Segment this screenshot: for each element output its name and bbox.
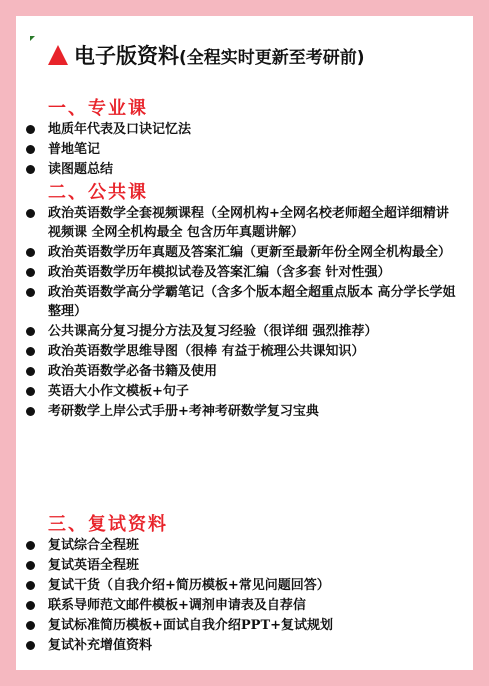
bullet-icon [26, 248, 35, 257]
list-item: 考研数学上岸公式手册+考神考研数学复习宝典 [0, 402, 458, 421]
bullet-icon [26, 561, 35, 570]
bullet-icon [26, 347, 35, 356]
list-item: 政治英语数学全套视频课程（全网机构+全网名校老师超全超详细精讲视频课 全网全机构最全 包含历年真题讲解） [0, 204, 458, 242]
list-item: 政治英语数学历年真题及答案汇编（更新至最新年份全网全机构最全） [0, 243, 458, 262]
page-title [74, 40, 365, 70]
bullet-icon [26, 621, 35, 630]
bullet-icon [26, 125, 35, 134]
list-item: 复试综合全程班 [0, 536, 458, 555]
corner-mark [30, 36, 35, 41]
list-item: 英语大小作文模板+句子 [0, 382, 458, 401]
triangle-icon [48, 45, 68, 65]
title-sub: (全程实时更新至考研前) [179, 48, 365, 68]
title-main: 电子版资料 [74, 44, 179, 68]
bullet-icon [26, 407, 35, 416]
list-item: 复试标准简历模板+面试自我介绍PPT+复试规划 [0, 616, 458, 635]
list-major [0, 120, 458, 180]
bullet-icon [26, 327, 35, 336]
list-item: 政治英语数学必备书籍及使用 [0, 362, 458, 381]
bullet-icon [26, 165, 35, 174]
list-item: 公共课高分复习提分方法及复习经验（很详细 强烈推荐） [0, 322, 458, 341]
bullet-icon [26, 268, 35, 277]
section-heading-major: 一、专业课 [48, 98, 148, 119]
bullet-icon [26, 209, 35, 218]
list-retest [0, 536, 458, 656]
bullet-icon [26, 581, 35, 590]
list-item: 复试补充增值资料 [0, 636, 458, 655]
list-public [0, 204, 458, 422]
bullet-icon [26, 288, 35, 297]
list-item: 普地笔记 [0, 140, 458, 159]
bullet-icon [26, 367, 35, 376]
list-item: 政治英语数学历年模拟试卷及答案汇编（含多套 针对性强） [0, 263, 458, 282]
list-item: 政治英语数学思维导图（很棒 有益于梳理公共课知识） [0, 342, 458, 361]
section-heading-public: 二、公共课 [48, 182, 148, 203]
list-item: 政治英语数学高分学霸笔记（含多个版本超全超重点版本 高分学长学姐整理） [0, 283, 458, 321]
bullet-icon [26, 541, 35, 550]
list-item: 复试英语全程班 [0, 556, 458, 575]
list-item: 联系导师范文邮件模板+调剂申请表及自荐信 [0, 596, 458, 615]
bullet-icon [26, 601, 35, 610]
bullet-icon [26, 387, 35, 396]
section-heading-retest: 三、复试资料 [48, 514, 168, 535]
list-item: 地质年代表及口诀记忆法 [0, 120, 458, 139]
bullet-icon [26, 641, 35, 650]
list-item: 复试干货（自我介绍+简历模板+常见问题回答） [0, 576, 458, 595]
list-item: 读图题总结 [0, 160, 458, 179]
header [48, 40, 365, 70]
bullet-icon [26, 145, 35, 154]
